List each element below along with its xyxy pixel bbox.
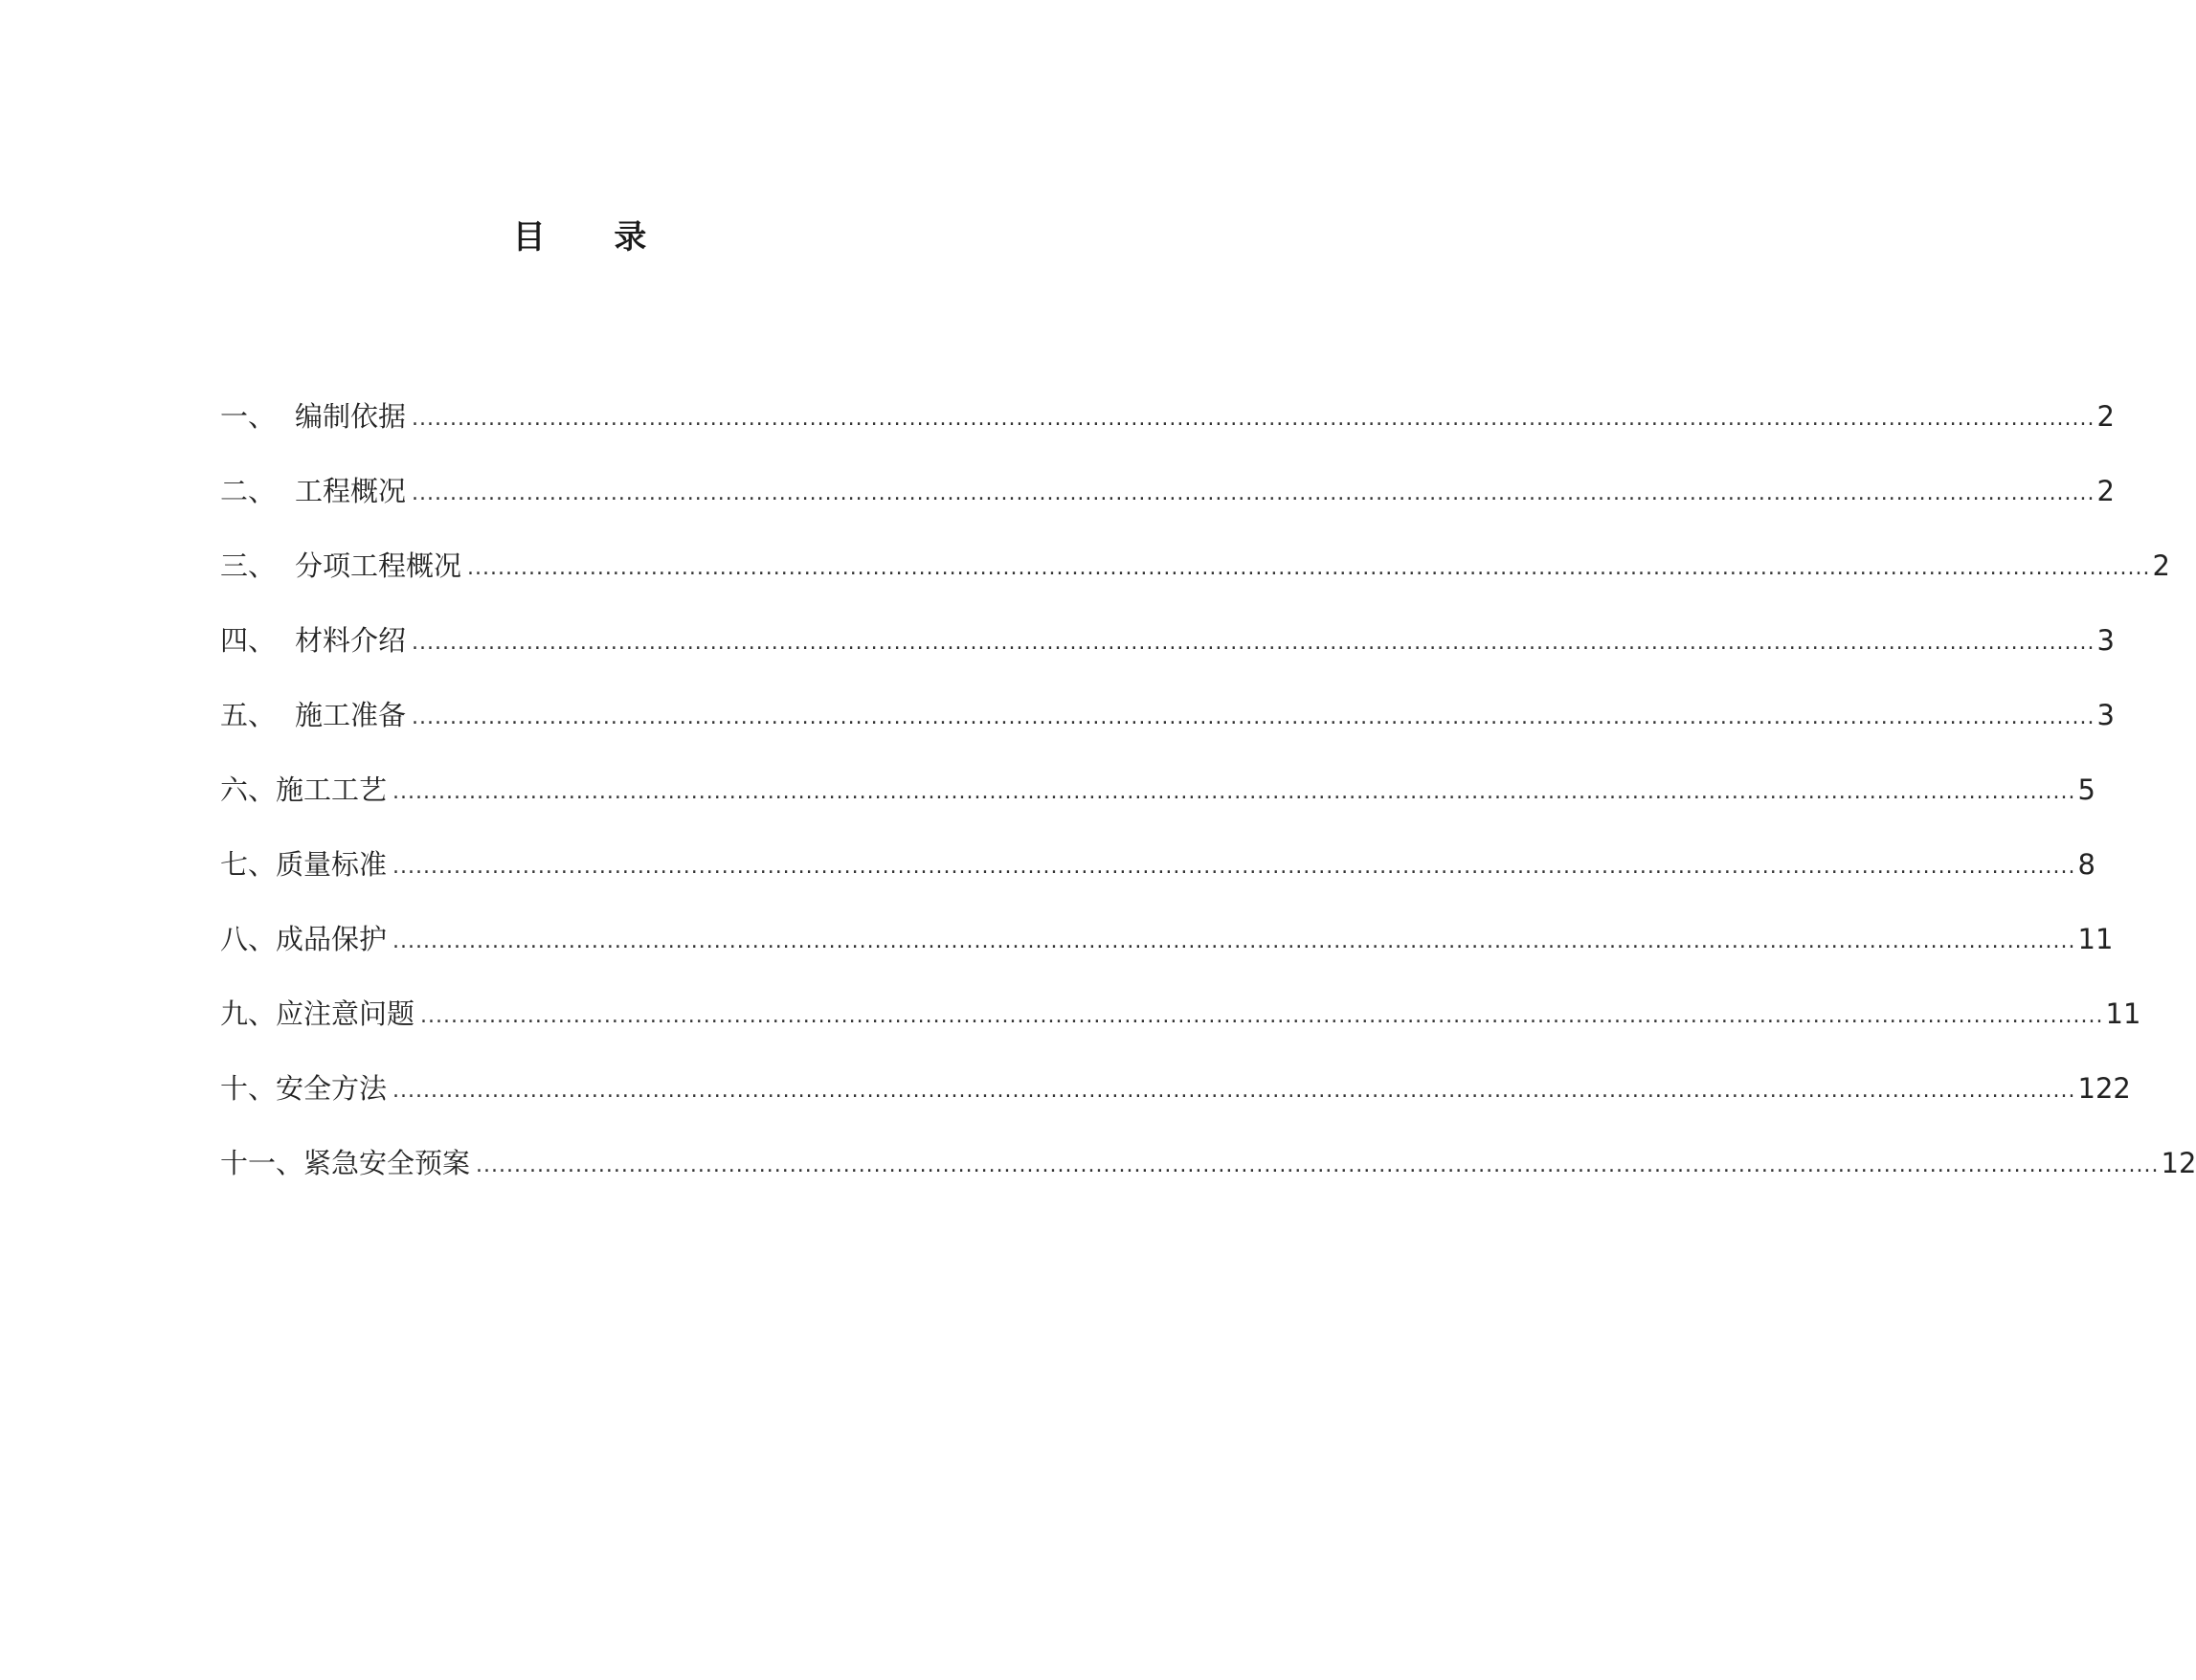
toc-entry-page: 3	[2096, 699, 2115, 731]
toc-entry-label: 编制依据	[295, 400, 407, 433]
toc-entry[interactable]	[220, 956, 2141, 1031]
toc-entry[interactable]	[220, 807, 2095, 882]
toc-dot-leader: ............................................................................................................................................................................................................................	[476, 1154, 2160, 1177]
toc-entry[interactable]	[220, 508, 2170, 583]
toc-dot-leader: ............................................................................................................................................................................................................................	[467, 556, 2151, 580]
toc-entry-number: 一、	[220, 400, 277, 433]
toc-dot-leader: ............................................................................................................................................................................................................................	[412, 706, 2095, 729]
toc-entry-number: 八、	[220, 923, 277, 955]
toc-entry-label: 安全方法	[276, 1072, 388, 1105]
page-title: 目 录	[512, 218, 676, 257]
toc-entry-page: 12	[2161, 1147, 2196, 1179]
toc-entry-number: 三、	[220, 549, 277, 582]
toc-entry-label: 分项工程概况	[295, 549, 462, 582]
toc-entry[interactable]	[220, 1031, 2131, 1106]
toc-entry-number: 十、	[220, 1072, 277, 1105]
toc-entry-label: 材料介绍	[295, 624, 407, 657]
toc-dot-leader: ............................................................................................................................................................................................................................	[412, 482, 2095, 505]
toc-entry-number: 九、	[220, 997, 277, 1030]
toc-entry-label: 成品保护	[276, 923, 388, 955]
toc-entry[interactable]	[220, 658, 2115, 732]
toc-entry[interactable]	[220, 882, 2114, 956]
toc-dot-leader: ............................................................................................................................................................................................................................	[420, 1004, 2104, 1028]
toc-entry-page: 11	[2077, 923, 2114, 955]
toc-entry-number: 二、	[220, 475, 277, 507]
toc-dot-leader: ............................................................................................................................................................................................................................	[412, 631, 2095, 655]
toc-entry-page: 11	[2105, 997, 2141, 1030]
toc-dot-leader: ............................................................................................................................................................................................................................	[412, 407, 2095, 431]
toc-entry-page: 2	[2096, 400, 2115, 433]
toc-entry-number: 七、	[220, 848, 277, 881]
toc-entry-page: 2	[2152, 549, 2170, 582]
toc-entry-number: 四、	[220, 624, 277, 657]
toc-entry-number: 六、	[220, 773, 277, 806]
toc-entry[interactable]	[220, 434, 2115, 508]
toc-entry-label: 应注意问题	[276, 997, 415, 1030]
toc-entry-page: 5	[2077, 773, 2095, 806]
toc-entry-page: 8	[2077, 848, 2095, 881]
toc-dot-leader: ............................................................................................................................................................................................................................	[392, 855, 2076, 879]
toc-entry-number: 五、	[220, 699, 277, 731]
toc-entry[interactable]	[220, 732, 2095, 807]
toc-entry-label: 质量标准	[276, 848, 388, 881]
toc-dot-leader: ............................................................................................................................................................................................................................	[392, 930, 2076, 953]
toc-entry-number: 十一、	[220, 1147, 304, 1179]
toc-dot-leader: ............................................................................................................................................................................................................................	[392, 780, 2076, 804]
toc-entry-page: 2	[2096, 475, 2115, 507]
toc-entry[interactable]	[220, 359, 2115, 434]
toc-entry[interactable]	[220, 583, 2115, 658]
toc-entry-label: 施工工艺	[276, 773, 388, 806]
toc-entry[interactable]	[220, 1106, 2196, 1180]
toc-entry-label: 紧急安全预案	[303, 1147, 471, 1179]
toc-entry-page: 3	[2096, 624, 2115, 657]
table-of-contents	[220, 359, 2196, 1180]
toc-entry-label: 工程概况	[295, 475, 407, 507]
toc-entry-label: 施工准备	[295, 699, 407, 731]
toc-entry-page: 122	[2077, 1072, 2131, 1105]
toc-dot-leader: ............................................................................................................................................................................................................................	[392, 1079, 2076, 1103]
